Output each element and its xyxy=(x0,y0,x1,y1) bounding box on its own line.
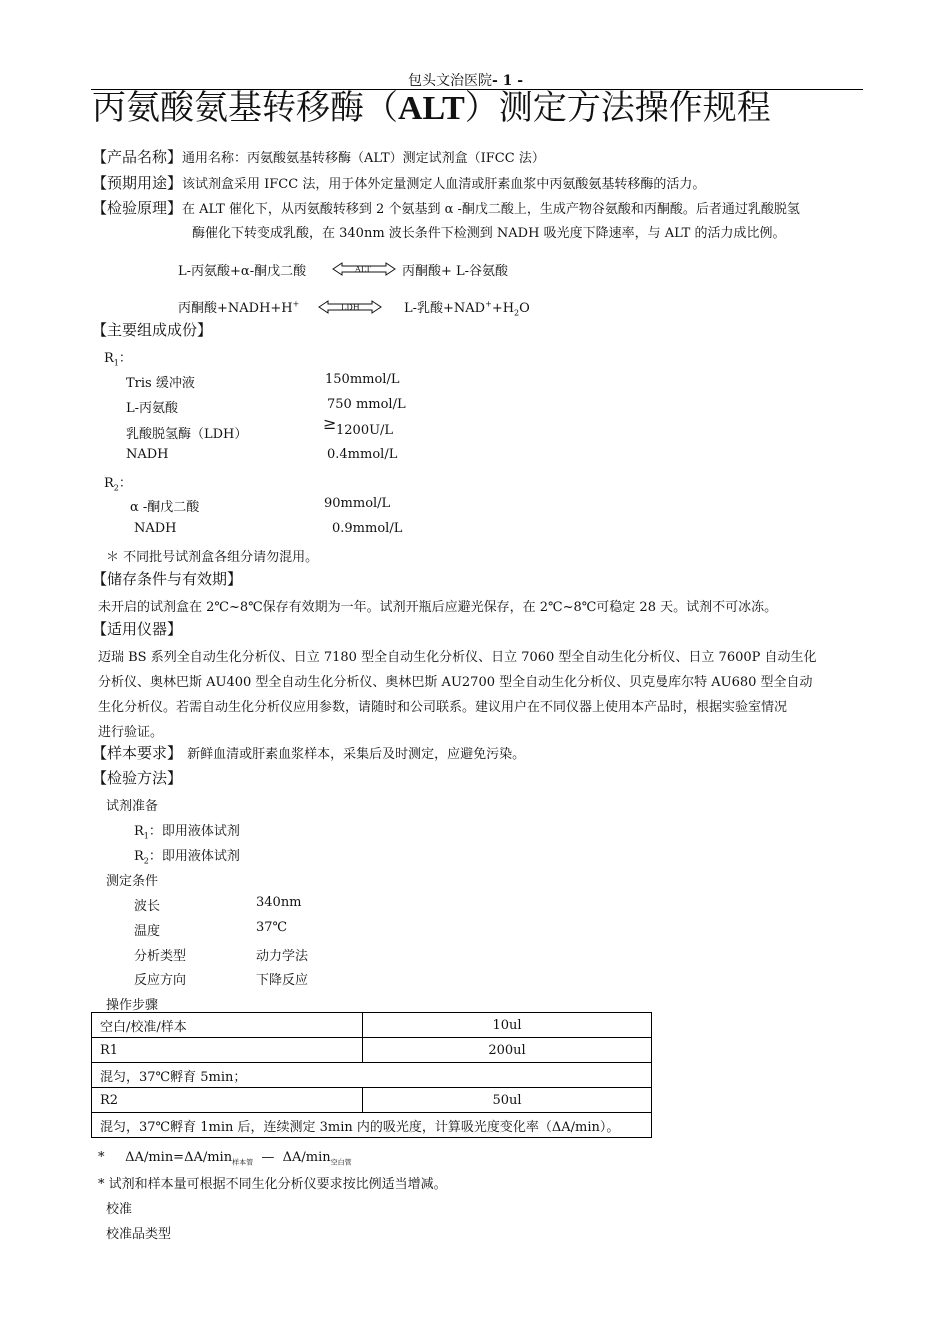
formula-row: * $\Delta A/\min=\Delta A/\min_{样本管}$ — $\Delta A/\min_{空白管}$ xyxy=(98,1150,352,1167)
r2-item-name: α -酮戊二酸 xyxy=(130,500,200,515)
r1-label: $R_1$： xyxy=(104,351,132,368)
condition-name: 分析类型 xyxy=(134,949,187,964)
product-name-row xyxy=(92,146,545,167)
instruments-line: 生化分析仪。若需自动生化分析仪应用参数，请随时和公司联系。建议用户在不同仪器上使用本产品时，根据实验室情况 xyxy=(98,700,788,715)
intended-use-text: 该试剂盒采用 IFCC 法，用于体外定量测定人血清或肝素血浆中丙氨酸氨基转移酶的活力。 xyxy=(182,177,706,192)
r2-item-name: NADH xyxy=(134,521,177,536)
method-label: 【检验方法】 xyxy=(92,769,183,787)
table-cell: R1 xyxy=(92,1038,363,1063)
condition-name: 温度 xyxy=(134,924,161,939)
table-row xyxy=(92,1013,652,1038)
condition-value: 下降反应 xyxy=(256,973,309,988)
sample-text: 新鲜血清或肝素血浆样本，采集后及时测定，应避免污染。 xyxy=(187,747,526,762)
note-scaling: * 试剂和样本量可根据不同生化分析仪要求按比例适当增减。 xyxy=(98,1177,447,1192)
intended-use-label: 【预期用途】 xyxy=(92,174,183,192)
storage-label: 【储存条件与有效期】 xyxy=(92,570,243,588)
composition-note: ＊ 不同批号试剂盒各组分请勿混用。 xyxy=(106,550,319,565)
table-cell: 200ul xyxy=(363,1038,652,1063)
r2-item-value: 0.9mmol/L xyxy=(332,521,403,536)
steps-label: 操作步骤 xyxy=(106,998,159,1013)
calibration-type-label: 校准品类型 xyxy=(106,1227,172,1242)
r1-prep: $R_1$：即用液体试剂 xyxy=(134,824,240,841)
principle-label: 【检验原理】 xyxy=(92,199,183,217)
r1-item-value: 1200U/L xyxy=(336,423,394,438)
table-cell: 混匀，37℃孵育 1min 后，连续测定 3min 内的吸光度，计算吸光度变化率（ΔA/min）。 xyxy=(92,1113,652,1138)
r2-item-value: 90mmol/L xyxy=(324,496,391,511)
equation1-enzyme: ALT xyxy=(355,265,371,274)
table-cell: R2 xyxy=(92,1088,363,1113)
principle-row xyxy=(92,197,800,218)
page-number: - 1 - xyxy=(492,73,524,89)
principle-line1: 在 ALT 催化下，从丙氨酸转移到 2 个氨基到 α -酮戊二酸上，生成产物谷氨酸和丙酮酸。后者通过乳酸脱氢 xyxy=(182,202,800,217)
equation2-left: 丙酮酸+NADH+H+ xyxy=(178,299,300,316)
composition-label: 【主要组成成份】 xyxy=(92,321,213,339)
equation2-right: L-乳酸$+NAD^++H_2O$ xyxy=(404,299,530,318)
page-title: 丙氨酸氨基转移酶（ALT）测定方法操作规程 xyxy=(92,88,771,128)
steps-table xyxy=(91,1012,652,1138)
header-hospital: 包头文治医院- 1 - xyxy=(408,73,524,89)
r2-prep: $R_2$：即用液体试剂 xyxy=(134,849,240,866)
equation1-left: L-丙氨酸+α-酮戊二酸 xyxy=(178,264,307,279)
equation1-right: 丙酮酸+ L-谷氨酸 xyxy=(402,264,509,279)
condition-value: 340nm xyxy=(256,895,302,910)
instruments-line: 分析仪、奥林巴斯 AU400 型全自动生化分析仪、奥林巴斯 AU2700 型全自动生化分析仪、贝克曼库尔特 AU680 型全自动 xyxy=(98,675,813,690)
sample-label: 【样本要求】 xyxy=(92,744,183,762)
r1-item-name: 乳酸脱氢酶（LDH） xyxy=(126,427,248,442)
r2-label: $R_2$： xyxy=(104,476,132,493)
storage-text: 未开启的试剂盒在 2℃~8℃保存有效期为一年。试剂开瓶后应避光保存，在 2℃~8℃可稳定 28 天。试剂不可冰冻。 xyxy=(98,600,778,615)
instruments-line: 进行验证。 xyxy=(98,725,164,740)
product-name-label: 【产品名称】 xyxy=(92,148,183,166)
table-cell: 10ul xyxy=(363,1013,652,1038)
r1-item-name: NADH xyxy=(126,447,169,462)
instruments-line: 迈瑞 BS 系列全自动生化分析仪、日立 7180 型全自动生化分析仪、日立 7060 型全自动生化分析仪、日立 7600P 自动生化 xyxy=(98,650,817,665)
intended-use-row xyxy=(92,172,705,193)
r1-item-value: 150mmol/L xyxy=(325,372,400,387)
product-name-text: 通用名称：丙氨酸氨基转移酶（ALT）测定试剂盒（IFCC 法） xyxy=(182,151,545,166)
condition-value: 37℃ xyxy=(256,920,288,935)
sample-row xyxy=(92,742,525,763)
condition-name: 反应方向 xyxy=(134,973,187,988)
calibration-label: 校准 xyxy=(106,1202,133,1217)
r1-item-name: L-丙氨酸 xyxy=(126,401,179,416)
condition-value: 动力学法 xyxy=(256,949,309,964)
condition-name: 波长 xyxy=(134,899,161,914)
table-cell: 50ul xyxy=(363,1088,652,1113)
principle-line2: 酶催化下转变成乳酸，在 340nm 波长条件下检测到 NADH 吸光度下降速率，与 ALT 的活力成比例。 xyxy=(192,226,786,241)
conditions-label: 测定条件 xyxy=(106,874,159,889)
reagent-prep-label: 试剂准备 xyxy=(106,799,159,814)
instruments-label: 【适用仪器】 xyxy=(92,620,183,638)
r1-item-value: 0.4mmol/L xyxy=(327,447,398,462)
equation2-enzyme: LDH xyxy=(341,303,360,312)
table-cell: 空白/校准/样本 xyxy=(92,1013,363,1038)
table-row xyxy=(92,1113,652,1138)
table-row xyxy=(92,1088,652,1113)
table-row xyxy=(92,1063,652,1088)
table-row xyxy=(92,1038,652,1063)
ge-symbol: ≥ xyxy=(323,414,337,433)
r1-item-name: Tris 缓冲液 xyxy=(126,376,195,391)
r1-item-value: 750 mmol/L xyxy=(327,397,406,412)
table-cell: 混匀，37℃孵育 5min； xyxy=(92,1063,652,1088)
